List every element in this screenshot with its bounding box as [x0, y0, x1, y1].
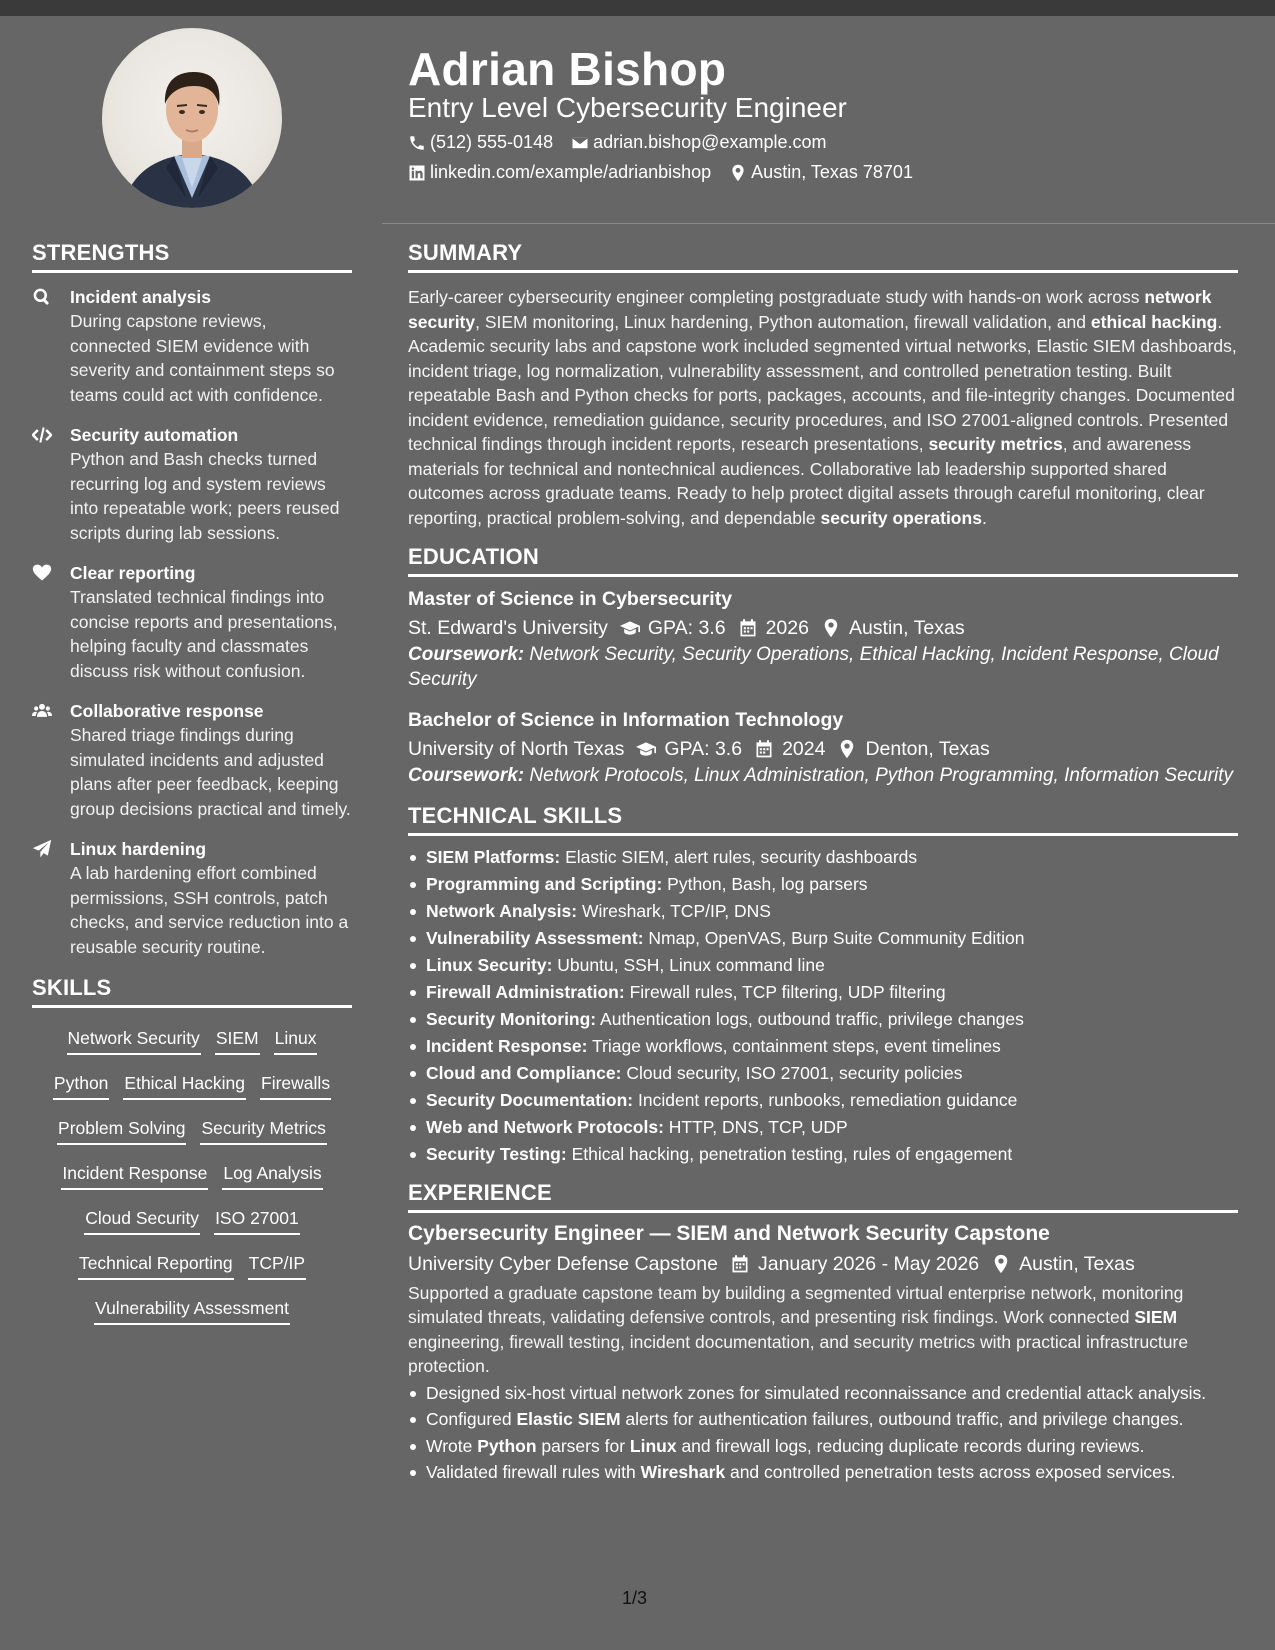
skill-label: SIEM Platforms:: [426, 846, 561, 867]
strength-title: Clear reporting: [70, 563, 196, 583]
bullet-part: Validated firewall rules with: [426, 1462, 641, 1482]
calendar-icon: [730, 1254, 750, 1274]
bullet-part: Designed six-host virtual network zones for simulated reconnaissance and credential attack analysis.: [426, 1382, 1207, 1403]
skill-row: [32, 1024, 352, 1055]
job-title: Cybersecurity Engineer — SIEM and Network Security Capstone: [408, 1221, 1050, 1245]
bullet-keyword: Elastic SIEM: [516, 1409, 621, 1429]
education-item: [408, 706, 1238, 789]
skill-value: Cloud security, ISO 27001, security policies: [626, 1062, 963, 1083]
skill-tag: ISO 27001: [214, 1204, 300, 1235]
skills-heading: SKILLS: [32, 975, 352, 1008]
skill-tag: Technical Reporting: [78, 1249, 234, 1280]
skill-tag: Incident Response: [61, 1159, 208, 1190]
strength-desc: A lab hardening effort combined permissions, SSH controls, patch checks, and service reduction into a reusable security routine.: [70, 863, 349, 957]
education-meta: [408, 734, 1238, 764]
skill-label: Linux Security:: [426, 954, 553, 975]
page-number: 1/3: [622, 1588, 648, 1608]
summary-part: , SIEM monitoring, Linux hardening, Python automation, firewall validation, and: [475, 311, 1091, 332]
education-heading: EDUCATION: [408, 544, 1238, 577]
skill-tag: Vulnerability Assessment: [94, 1294, 290, 1325]
map-pin-icon: [837, 739, 857, 759]
calendar-icon: [754, 739, 774, 759]
gpa-text: GPA: 3.6: [664, 738, 743, 760]
search-icon: [32, 285, 70, 407]
strength-title: Collaborative response: [70, 701, 264, 721]
bullet-part: Wrote: [426, 1435, 478, 1456]
viewer-top-bar: [0, 0, 1275, 16]
strength-item: [32, 561, 352, 683]
candidate-role: Entry Level Cybersecurity Engineer: [408, 92, 847, 123]
job-description: [408, 1281, 1238, 1379]
skill-tag: Log Analysis: [222, 1159, 322, 1190]
map-pin-icon: [991, 1254, 1011, 1274]
skill-value: Ubuntu, SSH, Linux command line: [557, 954, 825, 975]
skill-value: Triage workflows, containment steps, event timelines: [591, 1035, 1001, 1056]
location-text: Austin, Texas 78701: [751, 162, 913, 182]
header-divider: [382, 223, 1275, 224]
skill-label: Vulnerability Assessment:: [426, 927, 644, 948]
experience-heading: EXPERIENCE: [408, 1180, 1238, 1213]
skill-row: [32, 1294, 352, 1325]
coursework-list: Network Protocols, Linux Administration, Python Programming, Information Security: [529, 765, 1234, 786]
left-sections: [32, 240, 352, 1339]
technical-skills-list: [408, 844, 1238, 1168]
graduation-cap-icon: [620, 618, 640, 638]
technical-skills-heading: TECHNICAL SKILLS: [408, 803, 1238, 836]
education-meta: [408, 613, 1238, 643]
skill-tag: Python: [53, 1069, 109, 1100]
linkedin-text: linkedin.com/example/adrianbishop: [430, 162, 712, 182]
skill-tag: Cloud Security: [84, 1204, 200, 1235]
skill-tag: Security Metrics: [200, 1114, 326, 1145]
skill-row: [32, 1249, 352, 1280]
strength-title: Incident analysis: [70, 287, 212, 307]
list-item: [408, 952, 1238, 979]
strength-desc: Shared triage findings during simulated incidents and adjusted plans after peer feedback, keeping group decisions practical and timely.: [70, 725, 351, 819]
skill-tag: TCP/IP: [248, 1249, 306, 1280]
skill-value: Ethical hacking, penetration testing, rules of engagement: [571, 1143, 1013, 1164]
skill-label: Security Documentation:: [426, 1089, 634, 1110]
envelope-icon: [571, 134, 589, 152]
degree-title: Bachelor of Science in Information Technology: [408, 709, 844, 731]
list-item: [408, 1381, 1238, 1406]
coursework-label: Coursework:: [408, 644, 525, 665]
degree-title: Master of Science in Cybersecurity: [408, 588, 733, 610]
users-icon: [32, 699, 70, 821]
skill-label: Network Analysis:: [426, 900, 578, 921]
map-pin-icon: [821, 618, 841, 638]
map-pin-icon: [729, 164, 747, 182]
list-item: [408, 871, 1238, 898]
skill-value: Authentication logs, outbound traffic, privilege changes: [600, 1008, 1024, 1029]
skill-tag: Problem Solving: [57, 1114, 186, 1145]
bullet-keyword: Linux: [629, 1435, 677, 1456]
strength-title: Linux hardening: [70, 839, 207, 859]
skill-row: [32, 1204, 352, 1235]
education-item: [408, 585, 1238, 692]
strength-item: [32, 837, 352, 959]
heart-icon: [32, 561, 70, 683]
contact-row-1: [408, 132, 845, 153]
skill-value: Elastic SIEM, alert rules, security dashboards: [565, 846, 918, 867]
avatar: [102, 28, 282, 208]
coursework: [408, 643, 1238, 692]
skill-row: [32, 1159, 352, 1190]
summary-text: [408, 285, 1238, 530]
experience-meta: [408, 1249, 1238, 1279]
skill-label: Cloud and Compliance:: [426, 1062, 622, 1083]
contact-row-2: [408, 162, 931, 183]
contact-phone: [408, 132, 553, 153]
skills-tags: [32, 1020, 352, 1325]
list-item: [408, 1033, 1238, 1060]
list-item: [408, 1434, 1238, 1459]
skill-tag: SIEM: [215, 1024, 260, 1055]
skill-row: [32, 1069, 352, 1100]
desc-keyword: SIEM: [1134, 1307, 1178, 1327]
list-item: [408, 1006, 1238, 1033]
email-text: adrian.bishop@example.com: [593, 132, 827, 152]
list-item: [408, 979, 1238, 1006]
skill-label: Security Testing:: [426, 1143, 567, 1164]
strength-item: [32, 423, 352, 545]
bullet-keyword: Python: [477, 1435, 537, 1456]
summary-keyword: security operations: [820, 507, 982, 528]
skill-tag: Firewalls: [260, 1069, 331, 1100]
summary-part: Early-career cybersecurity engineer completing postgraduate study with hands-on work across: [408, 287, 1145, 307]
skill-tag: Ethical Hacking: [123, 1069, 246, 1100]
skill-label: Firewall Administration:: [426, 981, 625, 1002]
list-item: [408, 1060, 1238, 1087]
contact-location: [729, 162, 913, 183]
list-item: [408, 1114, 1238, 1141]
strength-item: [32, 285, 352, 407]
gpa-text: GPA: 3.6: [647, 617, 726, 639]
skill-label: Incident Response:: [426, 1035, 588, 1056]
list-item: [408, 1141, 1238, 1168]
summary-heading: SUMMARY: [408, 240, 1238, 273]
graduation-cap-icon: [636, 739, 656, 759]
bullet-part: Configured: [426, 1409, 517, 1429]
skill-value: Incident reports, runbooks, remediation guidance: [638, 1089, 1018, 1110]
candidate-name: Adrian Bishop: [408, 43, 727, 95]
summary-keyword: ethical hacking: [1090, 311, 1218, 332]
phone-text: (512) 555-0148: [430, 132, 554, 152]
bullet-part: and firewall logs, reducing duplicate records during reviews.: [676, 1435, 1145, 1456]
bullet-part: parsers for: [536, 1435, 630, 1456]
list-item: [408, 844, 1238, 871]
summary-keyword: network security: [408, 287, 1212, 332]
summary-keyword: security metrics: [928, 434, 1063, 454]
skill-value: Python, Bash, log parsers: [667, 873, 868, 894]
job-location: Austin, Texas: [1019, 1252, 1135, 1275]
desc-part: engineering, firewall testing, incident documentation, and security metrics with practical infrastructure protection.: [408, 1331, 1189, 1376]
list-item: [408, 1407, 1238, 1432]
skill-value: Nmap, OpenVAS, Burp Suite Community Edition: [648, 927, 1025, 948]
school-location: Austin, Texas: [848, 617, 965, 639]
resume-page: [0, 16, 1275, 1650]
list-item: [408, 898, 1238, 925]
strength-item: [32, 699, 352, 821]
skill-value: Firewall rules, TCP filtering, UDP filtering: [629, 981, 946, 1002]
contact-linkedin: [408, 162, 711, 183]
skill-label: Programming and Scripting:: [426, 873, 663, 894]
list-item: [408, 1087, 1238, 1114]
school-name: University of North Texas: [408, 738, 625, 760]
strengths-heading: STRENGTHS: [32, 240, 352, 273]
skill-label: Security Monitoring:: [426, 1008, 597, 1029]
right-sections: [408, 240, 1238, 1487]
skill-label: Web and Network Protocols:: [426, 1116, 664, 1137]
school-name: St. Edward's University: [408, 617, 608, 639]
coursework-label: Coursework:: [408, 765, 525, 786]
skill-tag: Linux: [274, 1024, 318, 1055]
graduation-year: 2026: [765, 617, 809, 639]
graduation-year: 2024: [782, 738, 826, 760]
desc-part: Supported a graduate capstone team by building a segmented virtual enterprise network, monitoring simulated threats, validating defensive controls, and presenting risk findings. Work connected: [408, 1282, 1184, 1327]
contact-email: [571, 132, 826, 153]
experience-bullets: [408, 1381, 1238, 1485]
profile-photo: [102, 28, 282, 208]
organization: University Cyber Defense Capstone: [408, 1252, 718, 1275]
skill-row: [32, 1114, 352, 1145]
strength-desc: Python and Bash checks turned recurring log and system reviews into repeatable work; peers reused scripts during lab sessions.: [70, 449, 340, 543]
calendar-icon: [738, 618, 758, 638]
skill-value: HTTP, DNS, TCP, UDP: [668, 1116, 848, 1137]
skill-value: Wireshark, TCP/IP, DNS: [581, 900, 771, 921]
job-dates: January 2026 - May 2026: [757, 1252, 980, 1275]
phone-icon: [408, 134, 426, 152]
summary-part: .: [981, 507, 987, 528]
experience-item: [408, 1219, 1238, 1485]
bullet-part: and controlled penetration tests across exposed services.: [725, 1462, 1176, 1482]
bullet-keyword: Wireshark: [640, 1462, 726, 1482]
code-icon: [32, 423, 70, 545]
list-item: [408, 1460, 1238, 1485]
summary-part: , and awareness materials for technical and nontechnical audiences. Collaborative lab leadership supported shared outcomes across graduate teams. Ready to help protect digital assets through careful monitoring, clear reporting, practical problem-solving, and dependable: [408, 434, 1205, 528]
skill-tag: Network Security: [67, 1024, 201, 1055]
bullet-part: alerts for authentication failures, outbound traffic, and privilege changes.: [620, 1409, 1184, 1429]
strength-desc: During capstone reviews, connected SIEM evidence with severity and containment steps so teams could act with confidence.: [70, 311, 335, 405]
strength-title: Security automation: [70, 425, 239, 445]
paper-plane-icon: [32, 837, 70, 959]
list-item: [408, 925, 1238, 952]
school-location: Denton, Texas: [865, 738, 990, 760]
summary-part: . Academic security labs and capstone work included segmented virtual networks, Elastic SIEM dashboards, incident triage, log normalization, vulnerability assessment, and controlled penetration testing. Built repeatable Bash and Python checks for ports, packages, accounts, and file-integrity changes. Documented incident evidence, remediation guidance, security procedures, and ISO 27001-aligned controls. Presented technical findings through incident reports, research presentations,: [408, 311, 1237, 454]
coursework: [408, 764, 1238, 789]
linkedin-icon: [408, 164, 426, 182]
strength-desc: Translated technical findings into concise reports and presentations, helping faculty and classmates discuss risk without confusion.: [70, 587, 338, 681]
coursework-list: Network Security, Security Operations, Ethical Hacking, Incident Response, Cloud Security: [408, 644, 1219, 690]
